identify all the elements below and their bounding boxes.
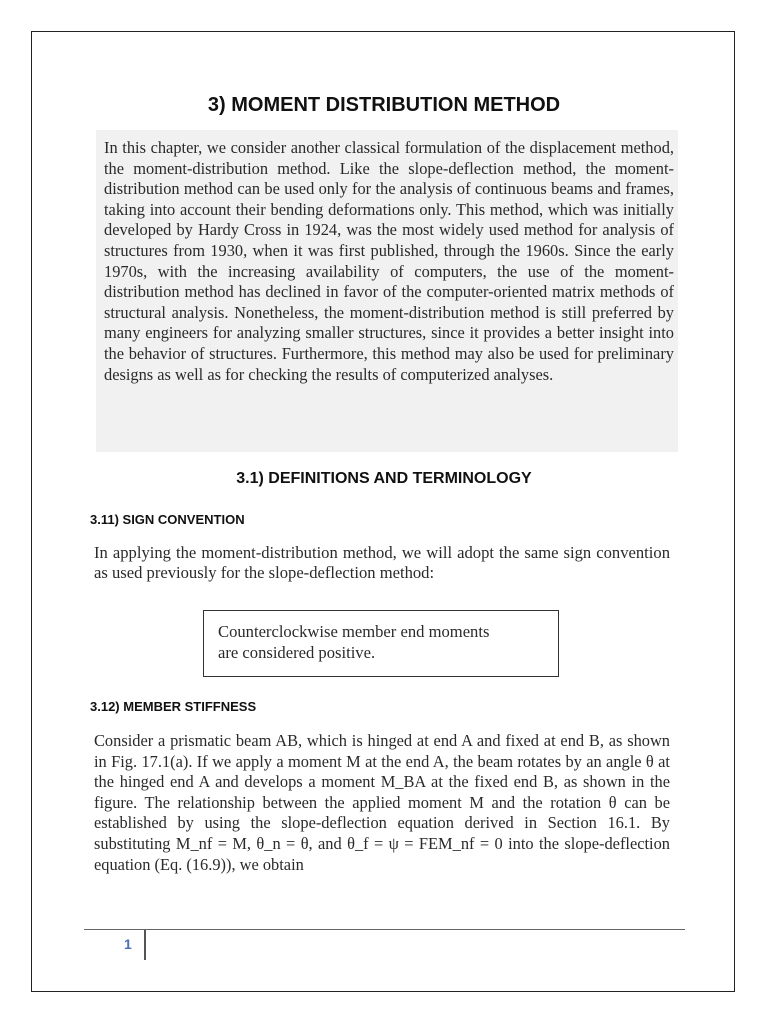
sign-rule-box — [203, 610, 559, 677]
intro-paragraph: In this chapter, we consider another classical formulation of the displacement method, the moment-distribution method. Like the slope-deflection method, the moment-distribution method can be used only for the analysis of continuous beams and frames, taking into account their bending deformations only. This method, which was initially developed by Hardy Cross in 1924, was the most widely used method for analysis of structures from 1930, when it was first published, through the 1960s. Since the early 1970s, with the increasing availability of computers, the use of the moment-distribution method has declined in favor of the computer-oriented matrix methods of structural analysis. Nonetheless, the moment-distribution method is still preferred by many engineers for analyzing smaller structures, since it provides a better insight into the behavior of structures. Furthermore, this method may also be used for preliminary designs as well as for checking the results of computerized analyses. — [104, 138, 674, 384]
sign-convention-heading: 3.11) SIGN CONVENTION — [90, 512, 245, 527]
sign-rule-line-2: are considered positive. — [218, 643, 376, 662]
page-number: 1 — [124, 936, 132, 952]
member-stiffness-heading: 3.12) MEMBER STIFFNESS — [90, 699, 257, 714]
sign-rule-line-1: Counterclockwise member end moments — [218, 622, 490, 641]
page-title: 3) MOMENT DISTRIBUTION METHOD — [207, 94, 561, 116]
member-stiffness-paragraph: Consider a prismatic beam AB, which is hinged at end A and fixed at end B, as shown in Fig. 17.1(a). If we apply a moment M at the end A, the beam rotates by an angle θ at the hinged end A and develops a moment M_BA at the fixed end B, as shown in the figure. The relationship between the applied moment M and the rotation θ can be established by using the slope-deflection equation derived in Section 16.1. By substituting M_nf = M, θ_n = θ, and θ_f = ψ = FEM_nf = 0 into the slope-deflection equation (Eq. (16.9)), we obtain — [94, 731, 670, 874]
member-stiffness-excerpt — [90, 731, 674, 903]
section-heading: 3.1) DEFINITIONS AND TERMINOLOGY — [236, 470, 532, 487]
footer-rule — [84, 929, 685, 930]
sign-convention-paragraph: In applying the moment-distribution method, we will adopt the same sign convention as used previously for the slope-deflection method: — [94, 543, 670, 582]
intro-scan-excerpt — [96, 130, 678, 452]
sign-convention-excerpt — [90, 543, 674, 688]
page-number-divider — [144, 930, 146, 960]
